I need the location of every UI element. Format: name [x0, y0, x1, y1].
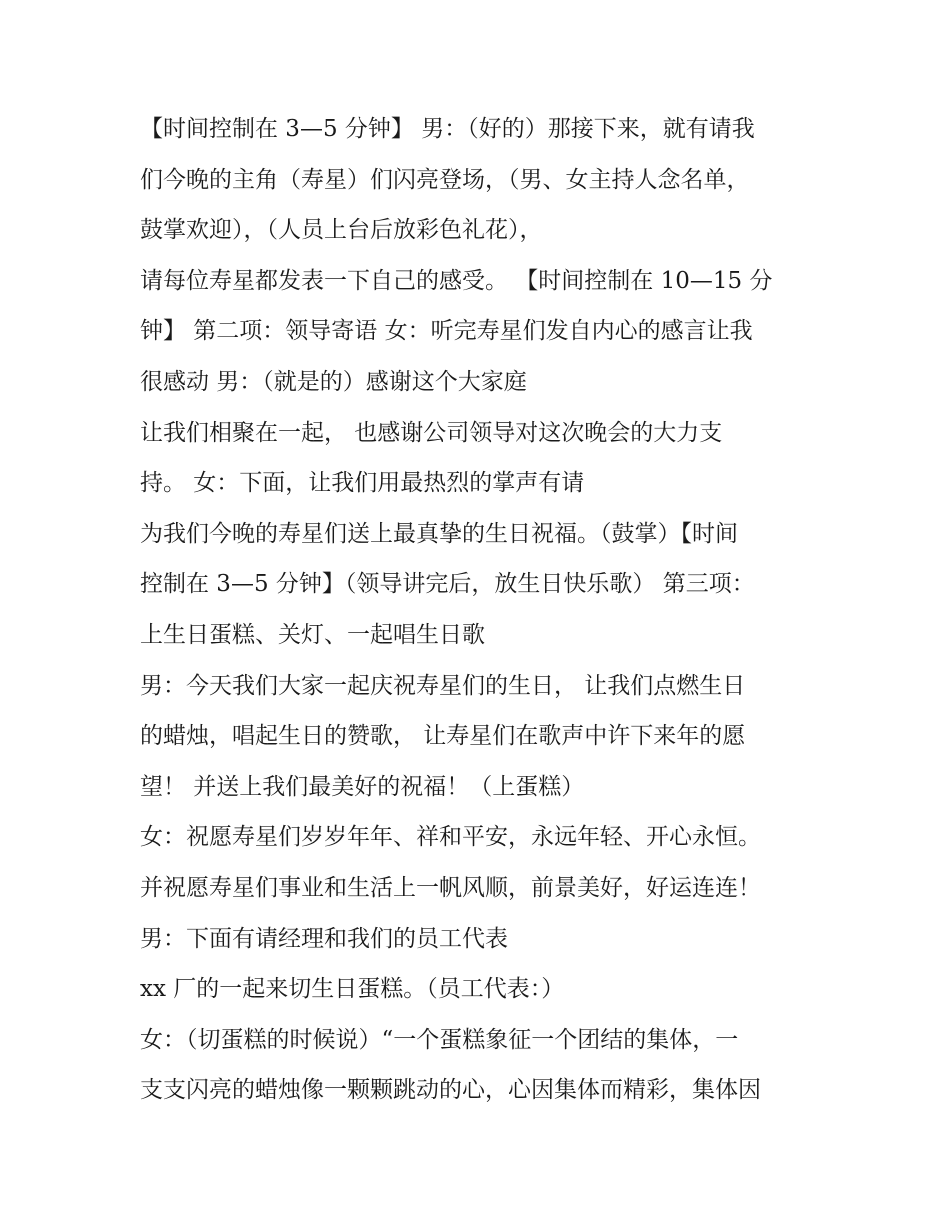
- text-line: 们今晚的主角（寿星）们闪亮登场，（男、女主持人念名单，: [140, 166, 750, 193]
- text-line: 女：祝愿寿星们岁岁年年、祥和平安，永远年轻、开心永恒。: [140, 824, 761, 851]
- text-line: 持。 女：下面，让我们用最热烈的掌声有请: [140, 470, 585, 497]
- text-line: 男：今天我们大家一起庆祝寿星们的生日， 让我们点燃生日: [140, 672, 746, 699]
- text-line: 钟】 第二项：领导寄语 女：听完寿星们发自内心的感言让我: [140, 318, 753, 345]
- text-line: 很感动 男：（就是的）感谢这个大家庭: [140, 368, 527, 395]
- text-line: 鼓掌欢迎），（人员上台后放彩色礼花），: [140, 217, 543, 244]
- document-body: [140, 104, 820, 1116]
- text-line: 的蜡烛，唱起生日的赞歌， 让寿星们在歌声中许下来年的愿: [140, 723, 746, 750]
- text-line: 望！ 并送上我们最美好的祝福！（上蛋糕）: [140, 773, 585, 800]
- text-line: 男：下面有请经理和我们的员工代表: [140, 925, 508, 952]
- text-line: 让我们相聚在一起， 也感谢公司领导对这次晚会的大力支: [140, 419, 723, 446]
- text-line: 请每位寿星都发表一下自己的感受。 【时间控制在 10—15 分: [140, 267, 773, 294]
- text-line: xx 厂的一起来切生日蛋糕。（员工代表：）: [140, 976, 565, 1003]
- text-line: 并祝愿寿星们事业和生活上一帆风顺，前景美好，好运连连！: [140, 874, 761, 901]
- text-line: 女：（切蛋糕的时候说）“一个蛋糕象征一个团结的集体，一: [140, 1026, 739, 1053]
- text-line: 【时间控制在 3—5 分钟】 男：（好的）那接下来，就有请我: [140, 116, 755, 142]
- text-line: 为我们今晚的寿星们送上最真挚的生日祝福。（鼓掌）【时间: [140, 520, 738, 547]
- text-line: 上生日蛋糕、关灯、一起唱生日歌: [140, 621, 485, 648]
- text-line: 控制在 3—5 分钟】（领导讲完后，放生日快乐歌） 第三项：: [140, 571, 755, 598]
- text-line: 支支闪亮的蜡烛像一颗颗跳动的心，心因集体而精彩，集体因: [140, 1077, 761, 1104]
